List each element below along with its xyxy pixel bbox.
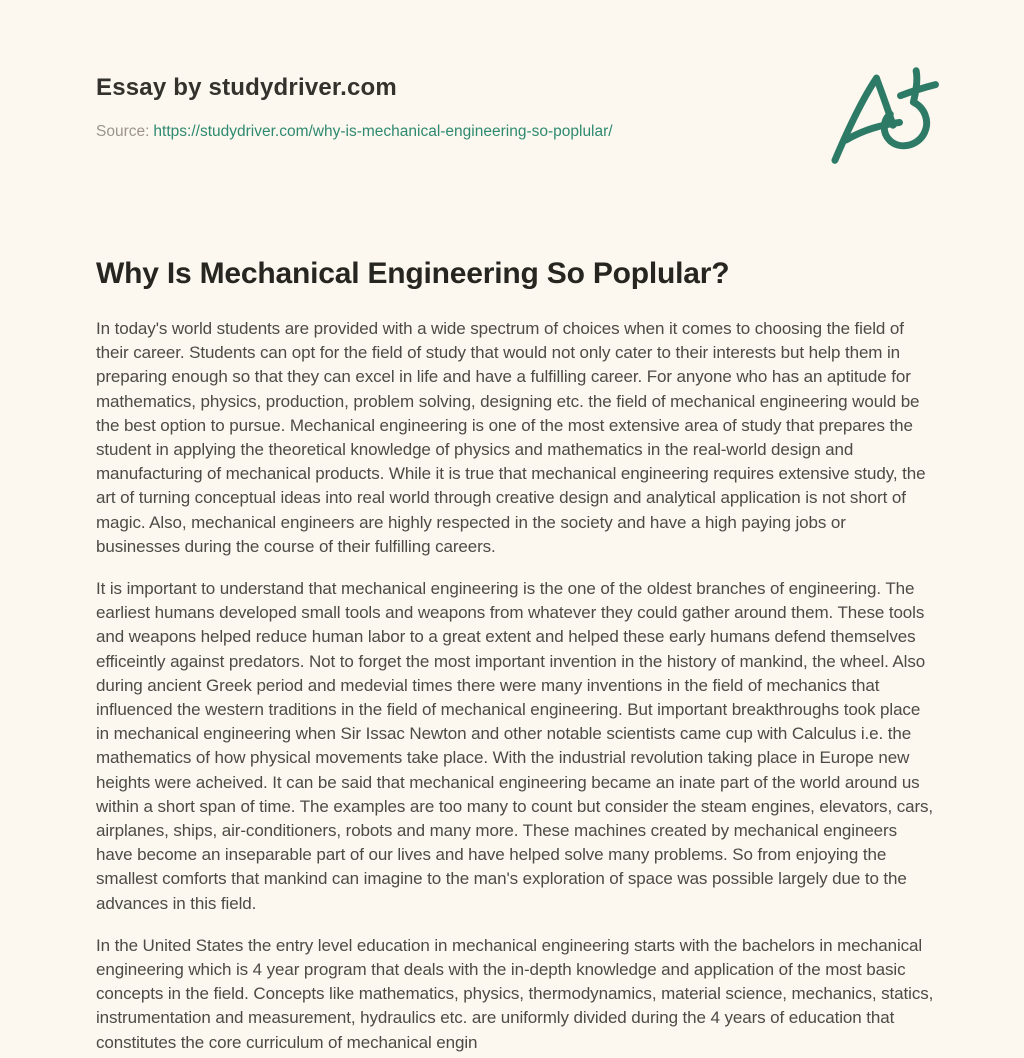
essay-paragraph-2: It is important to understand that mechanical engineering is the one of the oldest branches of engineering. The earliest humans developed small tools and weapons from whatever they could gather around them. These tools and weapons helped reduce human labor to a great extent and helped these early humans defend themselves efficeintly against predators. Not to forget the most important invention in the history of mankind, the wheel. Also during ancient Greek period and medevial times there were many inventions in the field of mechanics that influenced the western traditions in the field of mechanical engineering. But important breakthroughs took place in mechanical engineering when Sir Issac Newton and other notable scientists came cup with Calculus i.e. the mathematics of how physical movements take place. With the industrial revolution taking place in Europe new heights were acheived. It can be said that mechanical engineering became an inate part of the world around us within a short span of time. The examples are too many to count but consider the steam engines, elevators, cars, airplanes, ships, air-conditioners, robots and many more. These machines created by mechanical engineers have become an inseparable part of our lives and have helped solve many problems. So from enjoying the smallest comforts that mankind can imagine to the man's exploration of space was possible largely due to the advances in this field. — [96, 579, 934, 913]
source-url-link[interactable]: https://studydriver.com/why-is-mechanical-engineering-so-poplular/ — [153, 123, 613, 140]
essay-paragraph-1: In today's world students are provided with a wide spectrum of choices when it comes to choosing the field of their career. Students can opt for the field of study that would not only cater to their interests but help them in preparing enough so that they can excel in life and have a fulfilling career. For anyone who has an aptitude for mathematics, physics, production, problem solving, designing etc. the field of mechanical engineering would be the best option to pursue. Mechanical engineering is one of the most extensive area of study that prepares the student in applying the theoretical knowledge of physics and mathematics in the real-world design and manufacturing of mechanical products. While it is true that mechanical engineering requires extensive study, the art of turning conceptual ideas into real world through creative design and analytical application is not short of magic. Also, mechanical engineers are highly respected in the society and have a high paying jobs or businesses during the course of their fulfilling careers. — [96, 319, 926, 556]
essay-paragraph-3: In the United States the entry level education in mechanical engineering starts with the bachelors in mechanical engineering which is 4 year program that deals with the in-depth knowledge and application of the most basic concepts in the field. Concepts like mathematics, physics, thermodynamics, material science, mechanics, statics, instrumentation and measurement, hydraulics etc. are uniformly divided during the 4 years of education that constitutes the core curriculum of mechanical engin — [96, 935, 934, 1052]
site-header-title: Essay by studydriver.com — [96, 74, 397, 101]
a-plus-logo-icon — [822, 64, 942, 168]
source-line — [96, 122, 934, 141]
source-label: Source: — [96, 123, 150, 140]
essay-title: Why Is Mechanical Engineering So Poplular? — [96, 257, 730, 290]
essay-body — [96, 317, 934, 1055]
